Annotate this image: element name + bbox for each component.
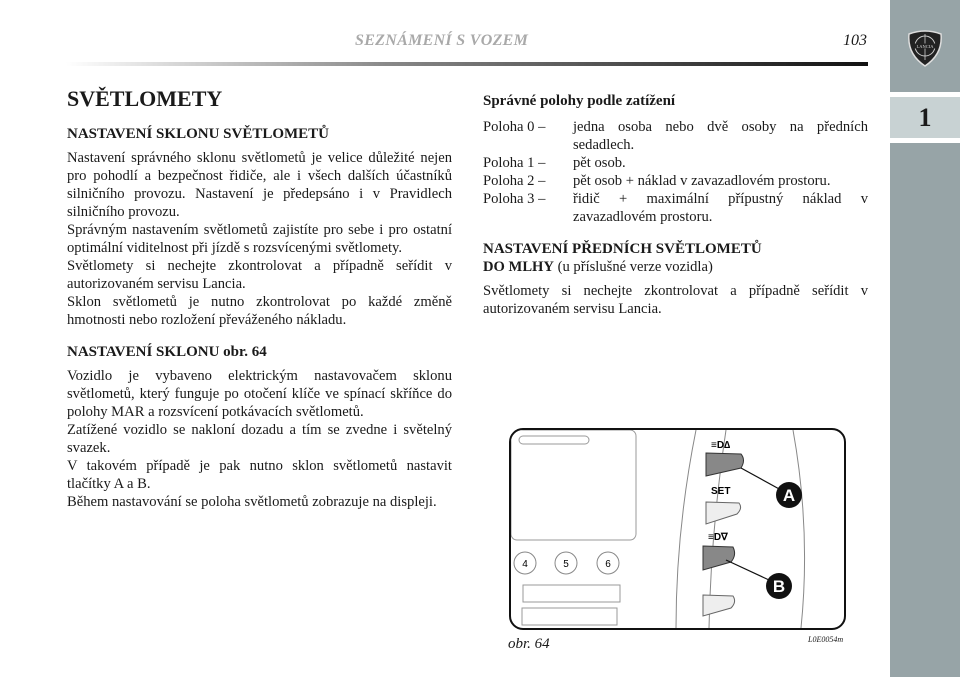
section-heading: Správné polohy podle zatížení <box>483 93 676 109</box>
position-item <box>483 172 868 190</box>
preset-button <box>514 552 536 574</box>
position-label: Poloha 1 – <box>483 155 546 171</box>
display-screen <box>511 430 636 540</box>
figure-headlight-controls <box>509 428 846 630</box>
position-text: řidič + maximální přípustný náklad v zavazadlovém prostoru. <box>573 191 868 225</box>
position-item <box>483 118 868 154</box>
svg-text:≡D∆: ≡D∆ <box>711 440 731 451</box>
paragraph: V takovém případě je pak nutno sklon světlometů nastavit tlačítky A a B. <box>67 458 452 492</box>
button-b <box>703 546 735 570</box>
paragraph: Zatížené vozidlo se nakloní dozadu a tím se zvedne i světelný svazek. <box>67 422 452 456</box>
svg-text:A: A <box>782 486 796 505</box>
svg-text:B: B <box>772 577 786 596</box>
paragraph: Světlomety si nechejte zkontrolovat a případně seřídit v autorizovaném servisu Lancia. <box>483 283 868 317</box>
section-heading: NASTAVENÍ SKLONU obr. 64 <box>67 344 267 360</box>
right-column <box>483 92 868 318</box>
callout-b <box>766 573 792 599</box>
paragraph: Sklon světlometů je nutno zkontrolovat po každé změně hmotnosti nebo rozložení převáženého nákladu. <box>67 294 452 328</box>
section-heading: NASTAVENÍ SKLONU SVĚTLOMETŮ <box>67 126 330 142</box>
position-item <box>483 154 868 172</box>
svg-text:4: 4 <box>522 559 528 570</box>
page-number: 103 <box>843 32 867 49</box>
svg-text:SET: SET <box>711 486 731 497</box>
position-text: jedna osoba nebo dvě osoby na předních sedadlech. <box>573 119 868 153</box>
position-item <box>483 190 868 226</box>
page-title: SVĚTLOMETY <box>67 86 223 111</box>
callout-a <box>776 482 802 508</box>
heading-note: (u příslušné verze vozidla) <box>557 259 713 275</box>
paragraph: Během nastavování se poloha světlometů zobrazuje na displeji. <box>67 494 437 510</box>
lancia-logo-icon <box>905 28 945 68</box>
paragraph: Správným nastavením světlometů zajistíte pro sebe i pro ostatní optimální viditelnost při jízdě s rozsvícenými světlomety. <box>67 222 452 256</box>
position-text: pět osob + náklad v zavazadlovém prostoru. <box>573 173 831 189</box>
section-header: SEZNÁMENÍ S VOZEM <box>355 32 529 49</box>
figure-caption: obr. 64 <box>508 636 550 652</box>
preset-button <box>555 552 577 574</box>
button-a <box>706 453 744 476</box>
paragraph: Nastavení správného sklonu světlometů je velice důležité nejen pro pohodlí a bezpečnost řidiče, ale i všech dalších účastníků silničního provozu. Nastavení je předepsáno i v Pravidlech silničního provozu. <box>67 150 452 220</box>
svg-text:LANCIA: LANCIA <box>916 44 934 49</box>
section-heading: NASTAVENÍ PŘEDNÍCH SVĚTLOMETŮ <box>483 241 762 257</box>
chapter-number: 1 <box>890 97 960 138</box>
sidebar-bottom <box>890 143 960 677</box>
preset-button <box>597 552 619 574</box>
paragraph: Vozidlo je vybaveno elektrickým nastavovačem sklonu světlometů, který funguje po otočení klíče ve spínací skříňce do polohy MAR a rozsvícení potkávacích světlometů. <box>67 368 452 420</box>
position-text: pět osob. <box>573 155 626 171</box>
paragraph: Světlomety si nechejte zkontrolovat a případně seřídit v autorizovaném servisu Lancia. <box>67 258 452 292</box>
position-label: Poloha 0 – <box>483 119 546 135</box>
position-label: Poloha 3 – <box>483 191 546 207</box>
svg-text:6: 6 <box>605 559 611 570</box>
position-label: Poloha 2 – <box>483 173 546 189</box>
svg-text:5: 5 <box>563 559 569 570</box>
figure-code: L0E0054m <box>808 635 844 644</box>
left-column <box>67 86 452 511</box>
header-rule <box>66 62 868 66</box>
svg-text:≡D∇: ≡D∇ <box>708 532 728 543</box>
section-heading-cont: DO MLHY <box>483 259 554 275</box>
